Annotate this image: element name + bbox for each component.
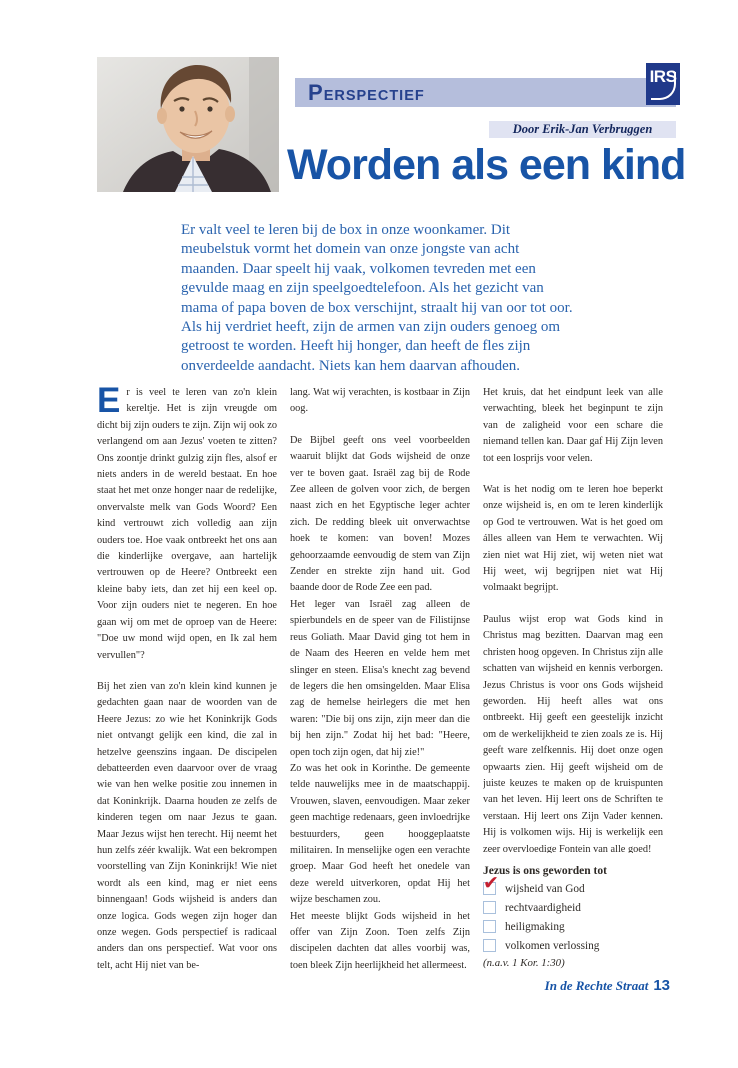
- section-label-rest: ERSPECTIEF: [323, 87, 425, 104]
- section-label: [308, 79, 425, 105]
- checklist-item: [483, 898, 663, 917]
- checklist-item-label: heiligmaking: [505, 920, 565, 933]
- checklist-heading: Jezus is ons geworden tot: [483, 865, 607, 877]
- body-paragraph: Wat is het nodig om te leren hoe beperkt onze wijsheid is, en om te leren kinderlijk op God te vertrouwen. Wat is het goed om álles alleen van Hem te verwachten. Wij zien niet wat Hij ziet, wij weten niet wat Hij weet, wij begrijpen niet wat Hij volmaakt begrijpt.: [483, 484, 663, 594]
- drop-cap: E: [97, 385, 121, 420]
- article-title: Worden als een kind: [287, 141, 686, 189]
- byline-banner: [489, 121, 676, 138]
- checklist-item: [483, 872, 663, 898]
- article-column-2: [290, 385, 470, 990]
- article-column-3: [483, 385, 663, 993]
- checklist-item: [483, 917, 663, 936]
- footer-magazine-title: In de Rechte Straat: [544, 978, 649, 993]
- checklist-item-label: volkomen verlossing: [505, 939, 600, 952]
- section-banner: [295, 78, 676, 107]
- irs-logo: [646, 63, 680, 105]
- body-paragraph: Bij het zien van zo'n klein kind kunnen je gedachten gaan naar de woorden van de Heere Jezus: zo wie het Koninkrijk Gods niet ontvangt gelijk een kind, die zal in hetzelve geenszins ingaan. De discipelen debatteerden even daarvoor over de vraag wie van hen welke positie zou innemen in dat Koninkrijk. Daarna houden ze zelfs de kinderen tegen om naar Jezus te gaan. Maar Jezus wijst hen terecht. Hij neemt het hun zelfs zéér kwalijk. Wat een bekrompen voorstelling van Zijn Koninkrijk! Wie niet wordt als een kind, mag er niet eens binnengaan! Gods wijsheid is anders dan onze logica. Gods wegen zijn hoger dan onze wegen. Gods perspectief is radicaal anders dan ons perspectief. Wat voor ons telt, acht Hij niet van be-: [97, 680, 277, 971]
- checkbox-heiligmaking[interactable]: [483, 920, 496, 933]
- body-paragraph: Het meeste blijkt Gods wijsheid in het offer van Zijn Zoon. Toen zelfs Zijn discipelen dachten dat alles voorbij was, toen bleek Zijn heerlijkheid het allermeest.: [290, 910, 470, 971]
- body-paragraph: Het leger van Israël zag alleen de spierbundels en de speer van de Filistijnse reus Goliath. Maar David ging tot hem in de Naam des Heeren en velde hem met slinger en steen. Elisa's knecht zag bevend de legers die hen omsingelden. Maar Elisa zag de hemelse heirlegers die met hen waren: "Die bij ons zijn, zijn meer dan die bij hen zijn." Zodat hij het bad: "Heere, open toch zijn ogen, dat hij zie!": [290, 598, 470, 758]
- checkbox-wijsheid-van-god[interactable]: [483, 872, 499, 895]
- body-paragraph: Paulus wijst erop wat Gods kind in Christus mag bezitten. Daarvan mag een christen hoog opgeven. In Christus zijn alle schatten van wijsheid en kennis verborgen. Jezus Christus is voor ons Gods wijsheid geworden. Hij heeft alles wat ons ontbreekt. Hij geeft een geestelijk inzicht om de werkelijkheid te zien zoals ze is. Hij geeft ware zelfkennis. Hij doet onze ogen opwaarts zien. Hij geeft wijsheid om de juiste keuzes te maken op de kruispunten van het leven. Hij leert ons de Schriften te verstaan. Hij leert ons Zijn Vader kennen. Hij is volkomen wijs. Hij is werkelijk een zeer overvloedige Fontein van alle goed!: [483, 613, 663, 853]
- body-paragraph: Zo was het ook in Korinthe. De gemeente telde nauwelijks mee in de maatschappij. Vrouwen, slaven, eenvoudigen. Maar zeker geen machtige redenaars, geen invloedrijke bestuurders, geen hooggeplaatste militairen. In menselijke ogen een verachte groep. Maar God heeft het onedele van deze wereld uitverkoren, opdat Hij het wijze beschamen zou.: [290, 762, 470, 906]
- checklist-reference: (n.a.v. 1 Kor. 1:30): [483, 957, 565, 970]
- author-photo-illustration: [97, 57, 279, 192]
- checklist-item-label: rechtvaardigheid: [505, 901, 581, 914]
- body-paragraph-text: r is veel te leren van zo'n klein kereltje. Het is zijn vreugde om dicht bij zijn ouders te zijn. Zijn wij ook zo verlangend om aan Jezus' voeten te zitten? Ons zoontje drinkt gulzig zijn fles, alsof er niets anders in de wereld bestaat. En hoe staat het met onze honger naar de redelijke, onvervalste melk van Gods Woord? Een kind vertrouwt zich volledig aan zijn ouders toe. Hoe vaak ontbreekt het ons aan die kinderlijke overgave, aan hartelijk vertrouwen op de Heere? Ontbreekt een kleine baby iets, dan zet hij een keel op. Voor zijn ouders niet te negeren. En hoe gaan wij om met de oproep van de Heere: "Doe uw mond wijd open, en Ik zal hem vervullen"?: [97, 387, 277, 661]
- checklist: [483, 863, 663, 972]
- page-footer: [545, 977, 670, 995]
- body-paragraph: Het kruis, dat het eindpunt leek van alle verwachting, bleek het beginpunt te zijn van de zaligheid voor een schare die niemand tellen kan. Daar gaf Hij Zijn leven tot een losprijs voor velen.: [483, 387, 663, 464]
- author-photo: [97, 57, 279, 192]
- body-paragraph: De Bijbel geeft ons veel voorbeelden waaruit blijkt dat Gods wijsheid de onze ver te boven gaat. Israël zag bij de Rode Zee alleen de golven voor zich, de bergen naast zich en het Egyptische leger achter zich. De redding bleek uit onverwachtse hoek te komen: van boven! Mozes gehoorzaamde eenvoudig de stem van Zijn Zender en strekte zijn hand uit. God baande door de Rode Zee een pad.: [290, 434, 470, 594]
- checklist-item-label: wijsheid van God: [505, 882, 585, 895]
- article-column-1: [97, 385, 277, 990]
- intro-paragraph: Er valt veel te leren bij de box in onze woonkamer. Dit meubelstuk vormt het domein van onze jongste van acht maanden. Daar speelt hij vaak, volkomen tevreden met een gevulde maag en zijn speelgoedtelefoon. Als het gezicht van mama of papa boven de box verschijnt, straalt hij van oor tot oor. Als hij verdriet heeft, zijn de armen van zijn ouders genoeg om getroost te worden. Heeft hij honger, dan heeft de fles zijn onverdeelde aandacht. Niets kan hem daarvan afhouden.: [181, 222, 573, 374]
- body-paragraph: [97, 385, 277, 664]
- body-paragraph: lang. Wat wij verachten, is kostbaar in Zijn oog.: [290, 387, 470, 415]
- checkbox-volkomen-verlossing[interactable]: [483, 939, 496, 952]
- byline-text: Door Erik-Jan Verbruggen: [512, 122, 653, 136]
- checkmark-icon: ✔: [483, 872, 499, 895]
- article-column-3-text: [483, 385, 663, 853]
- checkbox-rechtvaardigheid[interactable]: [483, 901, 496, 914]
- irs-logo-text: IRS: [649, 67, 677, 86]
- article-columns: [97, 385, 670, 993]
- checklist-item: [483, 936, 663, 955]
- footer-page-number: 13: [653, 977, 670, 994]
- section-label-initial: P: [308, 79, 324, 105]
